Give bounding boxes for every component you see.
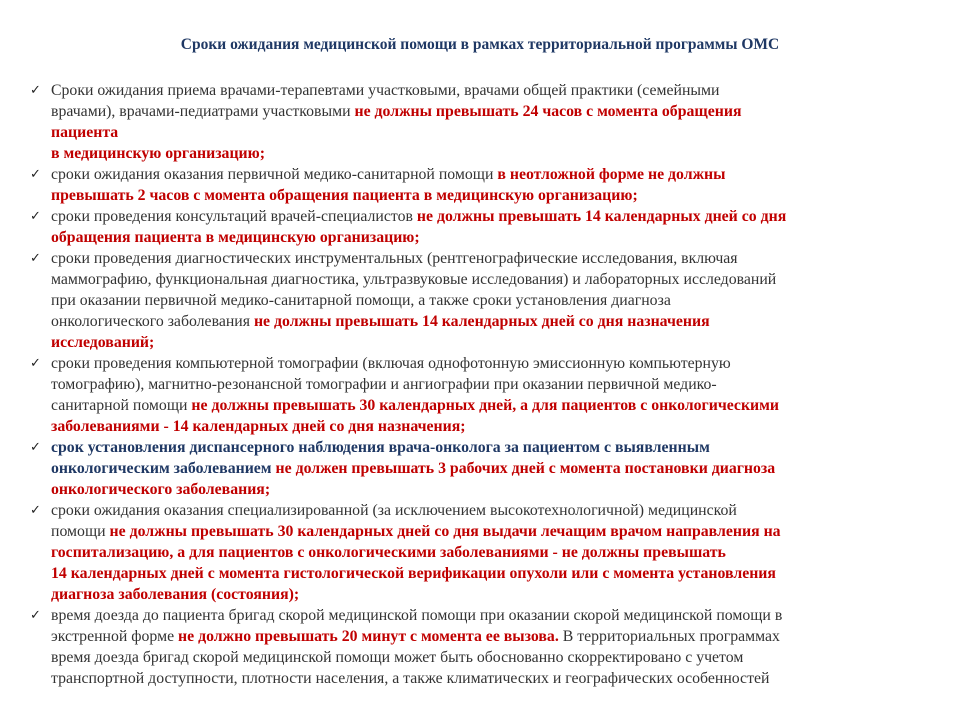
text-line [51, 227, 930, 248]
body-text: сроки проведения диагностических инструментальных (рентгенографические исследования, включая [51, 250, 738, 267]
highlighted-text: не должны превышать 14 календарных дней со дня [416, 208, 787, 225]
body-text: онкологического заболевания [51, 313, 254, 330]
text-line [51, 458, 930, 479]
text-line [51, 80, 930, 101]
page-title: Сроки ожидания медицинской помощи в рамках территориальной программы ОМС [180, 36, 780, 53]
text-line [51, 311, 930, 332]
body-text: транспортной доступности, плотности населения, а также климатических и географических особенностей [51, 670, 770, 687]
text-line [51, 143, 930, 164]
text-line [51, 479, 930, 500]
text-line [51, 542, 930, 563]
list-item [30, 437, 930, 500]
checkmark-icon: ✓ [30, 209, 41, 224]
body-text: онкологическим заболеванием [51, 460, 276, 477]
checkmark-icon: ✓ [30, 83, 41, 98]
text-line [51, 626, 930, 647]
text-line [51, 332, 930, 353]
requirements-list [30, 80, 930, 689]
text-line [51, 416, 930, 437]
highlighted-text: госпитализацию, а для пациентов с онкологическими заболеваниями - не должны превышать [51, 544, 726, 561]
text-line [51, 353, 930, 374]
list-item [30, 353, 930, 437]
list-item [30, 605, 930, 689]
highlighted-text: 14 календарных дней с момента гистологической верификации опухоли или с момента установления [51, 565, 776, 582]
highlighted-text: онкологического заболевания; [51, 481, 271, 498]
body-text: Сроки ожидания приема врачами-терапевтами участковыми, врачами общей практики (семейными [51, 82, 720, 99]
text-line [51, 269, 930, 290]
body-text: срок установления диспансерного наблюдения врача-онколога за пациентом с выявленным [51, 439, 710, 456]
text-line [51, 584, 930, 605]
highlighted-text: заболеваниями - 14 календарных дней со дня назначения; [51, 418, 466, 435]
body-text: В территориальных программах [558, 628, 780, 645]
text-line [51, 185, 930, 206]
list-item [30, 500, 930, 605]
checkmark-icon: ✓ [30, 503, 41, 518]
checkmark-icon: ✓ [30, 356, 41, 371]
text-line [51, 521, 930, 542]
text-line [51, 374, 930, 395]
highlighted-text: не должны превышать 30 календарных дней со дня выдачи лечащим врачом направления на [109, 523, 781, 540]
text-line [51, 437, 930, 458]
list-item [30, 206, 930, 248]
body-text: сроки ожидания оказания специализированной (за исключением высокотехнологичной) медицинской [51, 502, 737, 519]
body-text: при оказании первичной медико-санитарной помощи, а также сроки установления диагноза [51, 292, 671, 309]
highlighted-text: диагноза заболевания (состояния); [51, 586, 300, 603]
highlighted-text: в медицинскую организацию; [51, 145, 265, 162]
body-text: помощи [51, 523, 110, 540]
text-line [51, 164, 930, 185]
text-line [51, 563, 930, 584]
text-line [51, 668, 930, 689]
highlighted-text: не должны превышать 14 календарных дней со дня назначения [253, 313, 710, 330]
body-text: томографию), магнитно-резонансной томографии и ангиографии при оказании первичной медико- [51, 376, 717, 393]
text-line [51, 500, 930, 521]
highlighted-text: не должны превышать 30 календарных дней, а для пациентов с онкологическими [191, 397, 780, 414]
body-text: маммографию, функциональная диагностика, ультразвуковые исследования) и лабораторных исследований [51, 271, 777, 288]
text-line [51, 290, 930, 311]
body-text: сроки проведения консультаций врачей-специалистов [51, 208, 417, 225]
highlighted-text: не должны превышать 24 часов с момента обращения [354, 103, 742, 120]
checkmark-icon: ✓ [30, 440, 41, 455]
highlighted-text: обращения пациента в медицинскую организацию; [51, 229, 420, 246]
checkmark-icon: ✓ [30, 251, 41, 266]
text-line [51, 395, 930, 416]
body-text: санитарной помощи [51, 397, 192, 414]
highlighted-text: пациента [51, 124, 119, 141]
text-line [51, 248, 930, 269]
checkmark-icon: ✓ [30, 167, 41, 182]
list-item [30, 248, 930, 353]
text-line [51, 647, 930, 668]
body-text: сроки проведения компьютерной томографии (включая однофотонную эмиссионную компьютерную [51, 355, 731, 372]
highlighted-text: в неотложной форме не должны [497, 166, 726, 183]
body-text: сроки ожидания оказания первичной медико-санитарной помощи [51, 166, 498, 183]
list-item [30, 80, 930, 164]
highlighted-text: не должен превышать 3 рабочих дней с момента постановки диагноза [275, 460, 776, 477]
highlighted-text: исследований; [51, 334, 155, 351]
highlighted-text: не должно превышать 20 минут с момента ее вызова. [178, 628, 559, 645]
body-text: время доезда до пациента бригад скорой медицинской помощи при оказании скорой медицинской помощи в [51, 607, 783, 624]
body-text: время доезда бригад скорой медицинской помощи может быть обоснованно скорректировано с учетом [51, 649, 744, 666]
body-text: экстренной форме [51, 628, 179, 645]
text-line [51, 605, 930, 626]
text-line [51, 206, 930, 227]
highlighted-text: превышать 2 часов с момента обращения пациента в медицинскую организацию; [51, 187, 638, 204]
text-line [51, 122, 930, 143]
body-text: врачами), врачами-педиатрами участковыми [51, 103, 355, 120]
list-item [30, 164, 930, 206]
checkmark-icon: ✓ [30, 608, 41, 623]
text-line [51, 101, 930, 122]
